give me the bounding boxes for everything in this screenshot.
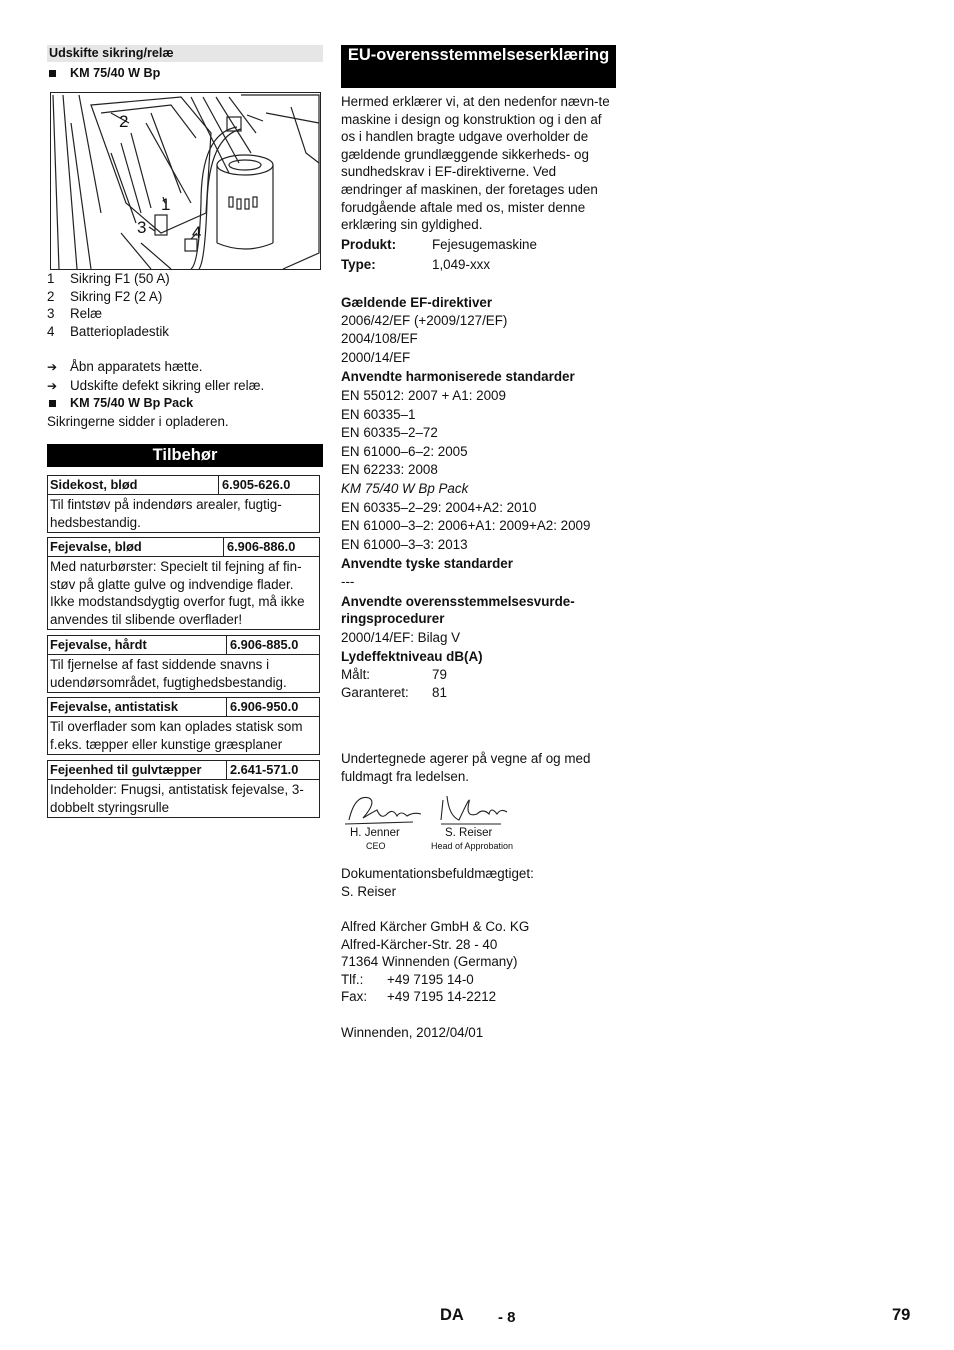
arrow-right-icon: ➔ [47, 378, 58, 393]
fuse-figure [50, 92, 321, 270]
legend-item: 1 Sikring F1 (50 A) [47, 271, 170, 286]
accessory-name: Fejevalse, hårdt [48, 636, 227, 654]
fuse-note: Sikringerne sidder i opladeren. [47, 413, 229, 429]
legend-item: 4 Batteriopladestik [47, 323, 169, 339]
footer-page-number: 79 [892, 1306, 911, 1324]
directives-title: Gældende EF-direktiver [341, 295, 493, 310]
accessory-name: Sidekost, blød [48, 476, 219, 494]
steps-list [47, 358, 323, 430]
accessory-code: 6.906-886.0 [227, 539, 296, 554]
type-label: Type: [341, 256, 376, 272]
callout-3: 3 [137, 218, 147, 237]
step-item: ➔ Udskifte defekt sikring eller relæ. [47, 377, 323, 396]
standard-item: EN 60335–1 [341, 406, 416, 422]
measured-value: 79 [432, 666, 447, 682]
accessory-name: Fejevalse, blød [48, 538, 224, 556]
square-bullet-icon [49, 400, 56, 407]
accessory-item [47, 697, 320, 755]
signature-role: Head of Approbation [431, 841, 514, 851]
accessory-code: 6.905-626.0 [222, 477, 291, 492]
accessory-code: 6.906-950.0 [230, 699, 299, 714]
address-line: Alfred-Kärcher-Str. 28 - 40 [341, 936, 498, 952]
signature-name: S. Reiser [445, 827, 493, 839]
signature-role: CEO [366, 841, 386, 851]
pack-label: KM 75/40 W Bp Pack [341, 480, 469, 496]
footer-language: DA [440, 1306, 464, 1324]
standards-block [341, 294, 616, 702]
guaranteed-value: 81 [432, 685, 447, 701]
product-label: Produkt: [341, 237, 397, 252]
address-block [341, 918, 616, 1006]
fax-value: +49 7195 14-2212 [387, 989, 497, 1005]
tel-label: Tlf.: [341, 971, 364, 987]
accessory-desc: Med naturbørster: Specielt til fejning af fin-støv på glatte gulve og indvendige flader. Ikke modstandsdygtig overfor fugt, må ikke anvendes til slibende overflader! [50, 559, 305, 627]
model-line-1: KM 75/40 W Bp [47, 65, 323, 83]
callout-2: 2 [119, 112, 129, 131]
tel-value: +49 7195 14-0 [387, 971, 474, 987]
accessory-item [47, 475, 320, 533]
doc-name: S. Reiser [341, 883, 397, 899]
documentation-block [341, 865, 616, 900]
address-line: 71364 Winnenden (Germany) [341, 954, 518, 970]
footer-section-page: - 8 [498, 1309, 516, 1326]
conformity-value: 2000/14/EF: Bilag V [341, 629, 461, 645]
directive-item: 2006/42/EF (+2009/127/EF) [341, 312, 508, 328]
doc-label: Dokumentationsbefuldmægtiget: [341, 866, 534, 881]
accessory-item [47, 635, 320, 693]
accessory-desc: Til fjernelse af fast siddende snavns i udendørsområdet, fugtighedsbestandig. [50, 657, 287, 690]
arrow-right-icon: ➔ [47, 360, 58, 374]
accessory-name: Fejeenhed til gulvtæpper [48, 761, 227, 779]
signatory-text: Undertegnede agerer på vegne af og med fuldmagt fra ledelsen. [341, 751, 591, 784]
fuse-section-title: Udskifte sikring/relæ [47, 45, 323, 62]
accessory-desc: Til overflader som kan oplades statisk som f.eks. tæpper eller kunstige græsplaner [50, 719, 303, 752]
accessory-item [47, 537, 320, 630]
sound-title: Lydeffektniveau dB(A) [341, 649, 483, 665]
legend-item: 3 Relæ [47, 306, 102, 322]
standard-item: EN 60335–2–72 [341, 425, 438, 441]
place-date: Winnenden, 2012/04/01 [341, 1025, 484, 1040]
accessories-title: Tilbehør [47, 444, 323, 467]
model-line-2: KM 75/40 W Bp Pack [47, 395, 323, 413]
figure-legend [47, 270, 323, 340]
measured-label: Målt: [341, 666, 371, 682]
callout-4: 4 [192, 223, 202, 242]
declaration-intro: Hermed erklærer vi, at den nedenfor nævn-te maskine i design og konstruktion og i den af os i handlen bragte udgave overholder de gældende grundlæggende sikkerheds- og sundhedskrav i EF-direktiverne. Ved ændringer af maskinen, der foretages uden forudgående aftale med os, mister denne erklæring sin gyldighed. [341, 94, 610, 233]
legend-item: 2 Sikring F2 (2 A) [47, 288, 163, 304]
accessory-desc: Indeholder: Fnugsi, antistatisk fejevalse, 3-dobbelt styringsrulle [50, 782, 304, 815]
standard-item: EN 61000–6–2: 2005 [341, 443, 468, 459]
accessory-name: Fejevalse, antistatisk [48, 698, 227, 716]
address-line: Alfred Kärcher GmbH & Co. KG [341, 919, 530, 934]
standard-item: EN 61000–3–3: 2013 [341, 536, 468, 552]
harmonised-title: Anvendte harmoniserede standarder [341, 369, 575, 385]
signature-graphic [341, 790, 616, 830]
fuse-illustration [51, 93, 320, 269]
signature-name: H. Jenner [350, 827, 400, 839]
fax-label: Fax: [341, 989, 368, 1005]
conformity-title: Anvendte overensstemmelsesvurde-ringsprocedurer [341, 593, 575, 627]
accessory-code: 6.906-885.0 [230, 637, 299, 652]
step-item: ➔ Åbn apparatets hætte. [47, 358, 323, 377]
directive-item: 2000/14/EF [341, 349, 411, 365]
type-value: 1,049-xxx [432, 256, 491, 272]
directive-item: 2004/108/EF [341, 331, 418, 347]
product-info [341, 236, 616, 273]
callout-1: 1 [161, 195, 171, 214]
standard-item: EN 55012: 2007 + A1: 2009 [341, 387, 506, 403]
product-value: Fejesugemaskine [432, 237, 537, 252]
square-bullet-icon [49, 70, 56, 77]
signature-block [341, 790, 616, 856]
accessory-code: 2.641-571.0 [230, 762, 299, 777]
german-standards-title: Anvendte tyske standarder [341, 556, 513, 572]
standard-item: EN 60335–2–29: 2004+A2: 2010 [341, 499, 537, 515]
german-standards-value: --- [341, 573, 355, 589]
standard-item: EN 62233: 2008 [341, 462, 438, 478]
standard-item: EN 61000–3–2: 2006+A1: 2009+A2: 2009 [341, 518, 591, 534]
accessory-item [47, 760, 320, 818]
guaranteed-label: Garanteret: [341, 685, 409, 701]
accessory-desc: Til fintstøv på indendørs arealer, fugtig-hedsbestandig. [50, 497, 282, 530]
eu-declaration-title: EU-overensstemmelseserklæring [341, 45, 616, 88]
